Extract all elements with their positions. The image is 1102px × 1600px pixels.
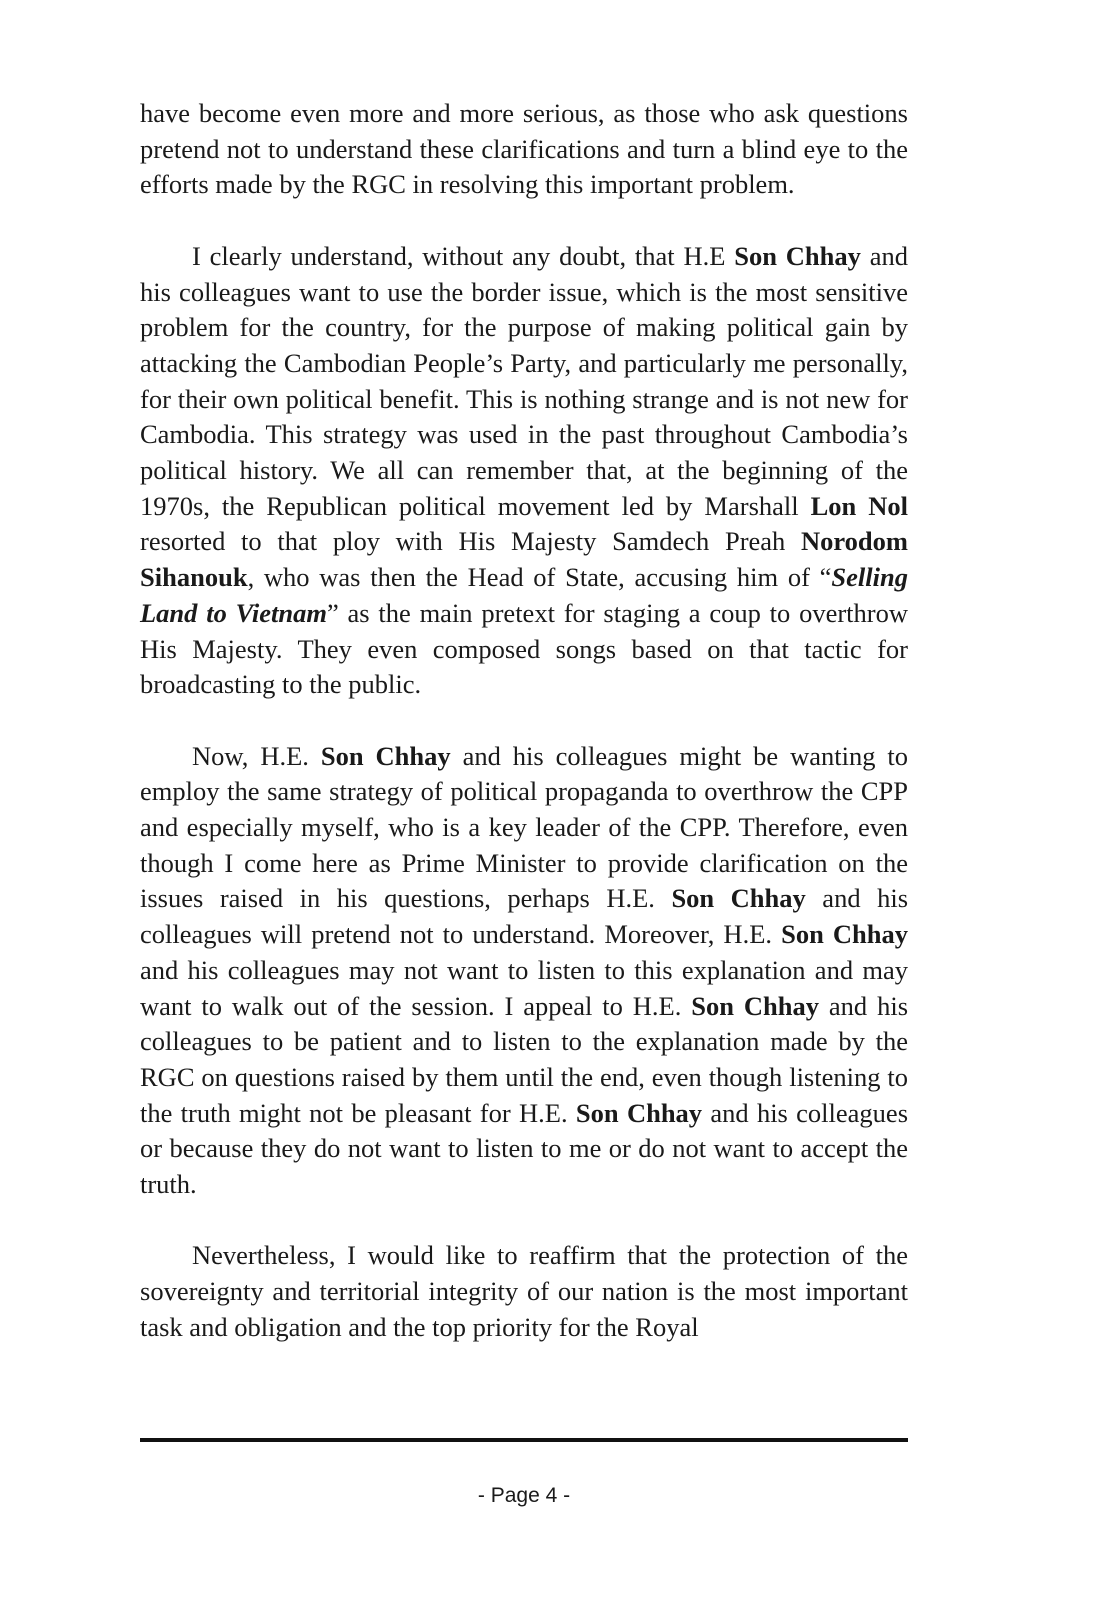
text-run: ” as the main pretext for staging a coup to overthrow His Majesty. They even composed songs based on that tactic for broadcasting to the public. [140,597,908,700]
person-name-bold: Son Chhay [734,240,861,271]
text-run: and his colleagues or because they do not want to listen to me or do not want to accept the truth. [140,1097,909,1200]
text-run: Nevertheless, I would like to reaffirm that the protection of the sovereignty and territorial integrity of our nation is the most important task and obligation and the top priority for the Royal [140,1240,908,1342]
paragraph-sovereignty [140,1238,908,1345]
text-run: I clearly understand, without any doubt, that H.E [192,240,735,271]
text-run: resorted to that ploy with His Majesty Samdech Preah [140,526,802,557]
person-name-bold: Norodom Sihanouk [140,526,908,593]
paragraph-continuation [140,96,908,203]
person-name-bold: Son Chhay [575,1097,703,1128]
person-name-bold: Son Chhay [320,740,451,771]
paragraph-border-issue [140,239,908,703]
paragraph-propaganda [140,739,908,1203]
text-run: and his colleagues will pretend not to understand. Moreover, H.E. [140,883,909,950]
page-number: - Page 4 - [477,1484,571,1507]
text-run: and his colleagues may not want to listen to this explanation and may want to walk out of the session. I appeal to H.E. [140,954,908,1021]
text-run: have become even more and more serious, as those who ask questions pretend not to understand these clarifications and turn a blind eye to the efforts made by the RGC in resolving this important problem. [140,98,908,200]
footer-divider [140,1438,908,1442]
text-run: and his colleagues might be wanting to employ the same strategy of political propaganda to overthrow the CPP and especially myself, who is a key leader of the CPP. Therefore, even though I come here as Prime Minister to provide clarification on the issues raised in his questions, perhaps H.E. [140,740,908,914]
text-run: Now, H.E. [192,740,321,771]
text-run: and his colleagues to be patient and to listen to the explanation made by the RGC on questions raised by them until the end, even though listening to the truth might not be pleasant for H.E. [140,990,909,1128]
person-name-bold: Son Chhay [671,883,806,914]
person-name-bold: Son Chhay [691,990,820,1021]
text-run: and his colleagues want to use the border issue, which is the most sensitive problem for the country, for the purpose of making political gain by attacking the Cambodian People’s Party, and particularly me personally, for their own political benefit. This is nothing strange and is not new for Cambodia. This strategy was used in the past throughout Cambodia’s political history. We all can remember that, at the beginning of the 1970s, the Republican political movement led by Marshall [140,240,908,521]
person-name-bold: Lon Nol [810,490,908,521]
text-run: , who was then the Head of State, accusing him of “ [247,562,832,593]
person-name-bold: Son Chhay [781,919,908,950]
quoted-phrase-bold-italic: Selling Land to Vietnam [140,562,908,628]
document-body [140,96,908,1346]
